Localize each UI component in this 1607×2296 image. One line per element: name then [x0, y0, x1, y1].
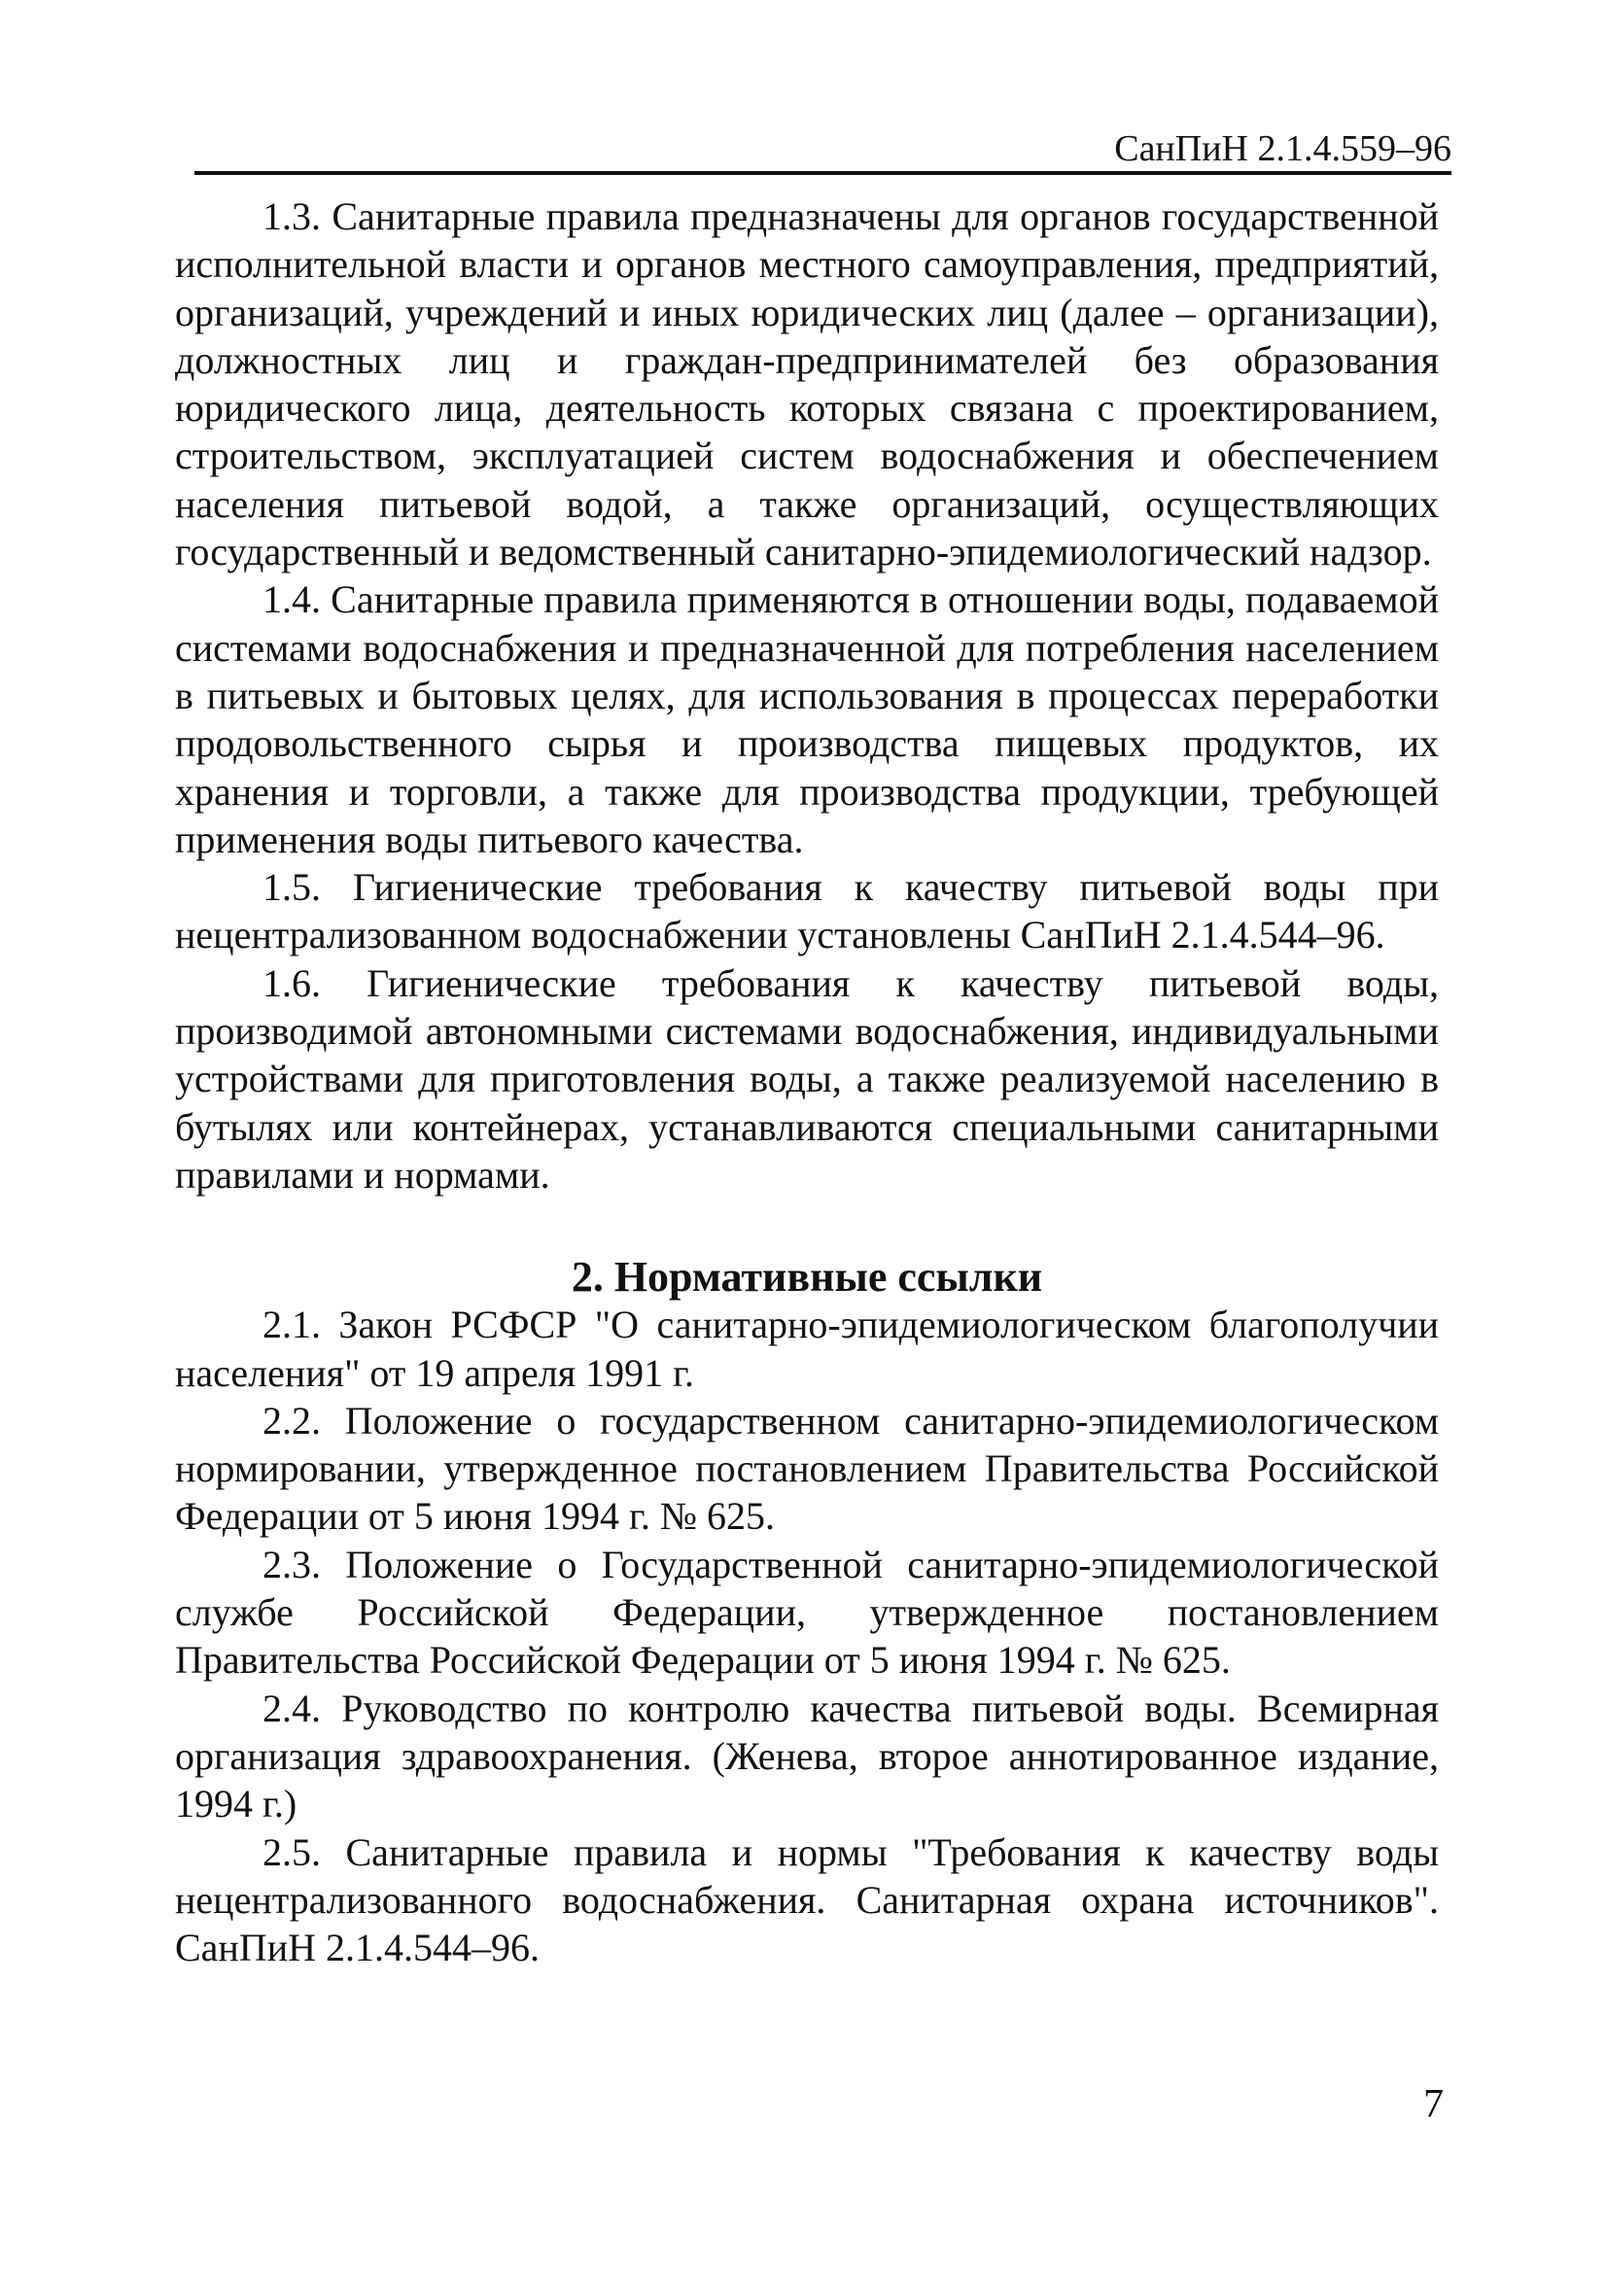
paragraph-1-5: 1.5. Гигиенические требования к качеству питьевой воды при нецентрализованном водоснабжении установлены СанПиН 2.1.4.544–96. [175, 865, 1439, 957]
paragraph-2-5: 2.5. Санитарные правила и нормы "Требования к качеству воды нецентрализованного водоснабжения. Санитарная охрана источников". СанПиН 2.1.4.544–96. [175, 1829, 1439, 1970]
paragraph-2-3: 2.3. Положение о Государственной санитарно-эпидемиологической службе Российской Федерации, утвержденное постановлением Правительства Российской Федерации от 5 июня 1994 г. № 625. [175, 1542, 1439, 1683]
paragraph-1-4: 1.4. Санитарные правила применяются в отношении воды, подаваемой системами водоснабжения и предназначенной для потребления населением в питьевых и бытовых целях, для использования в процессах переработки продовольственного сырья и производства пищевых продуктов, их хранения и торговли, а также для производства продукции, требующей применения воды питьевого качества. [175, 577, 1439, 861]
document-code: СанПиН 2.1.4.559–96 [1114, 128, 1451, 169]
paragraph-1-3: 1.3. Санитарные правила предназначены для органов государственной исполнительной власти и органов местного самоуправления, предприятий, организаций, учреждений и иных юридических лиц (далее – организации), должностных лиц и граждан-предпринимателей без образования юридического лица, деятельность которых связана с проектированием, строительством, эксплуатацией систем водоснабжения и обеспечением населения питьевой водой, а также организаций, осуществляющих государственный и ведомственный санитарно-эпидемиологический надзор. [175, 194, 1439, 574]
section-2-heading: 2. Нормативные ссылки [571, 1253, 1043, 1302]
page-number: 7 [1423, 2082, 1444, 2127]
paragraph-2-4: 2.4. Руководство по контролю качества питьевой воды. Всемирная организация здравоохранения. (Женева, второе аннотированное издание, 1994 г.) [175, 1686, 1439, 1826]
paragraph-1-6: 1.6. Гигиенические требования к качеству питьевой воды, производимой автономными системами водоснабжения, индивидуальными устройствами для приготовления воды, а также реализуемой населению в бутылях или контейнерах, устанавливаются специальными санитарными правилами и нормами. [175, 960, 1439, 1197]
paragraph-2-2: 2.2. Положение о государственном санитарно-эпидемиологическом нормировании, утвержденное постановлением Правительства Российской Федерации от 5 июня 1994 г. № 625. [175, 1398, 1439, 1539]
page-body [175, 192, 1439, 1971]
page-header [194, 124, 1451, 175]
paragraph-2-1: 2.1. Закон РСФСР "О санитарно-эпидемиологическом благополучии населения" от 19 апреля 1991 г. [175, 1303, 1439, 1395]
